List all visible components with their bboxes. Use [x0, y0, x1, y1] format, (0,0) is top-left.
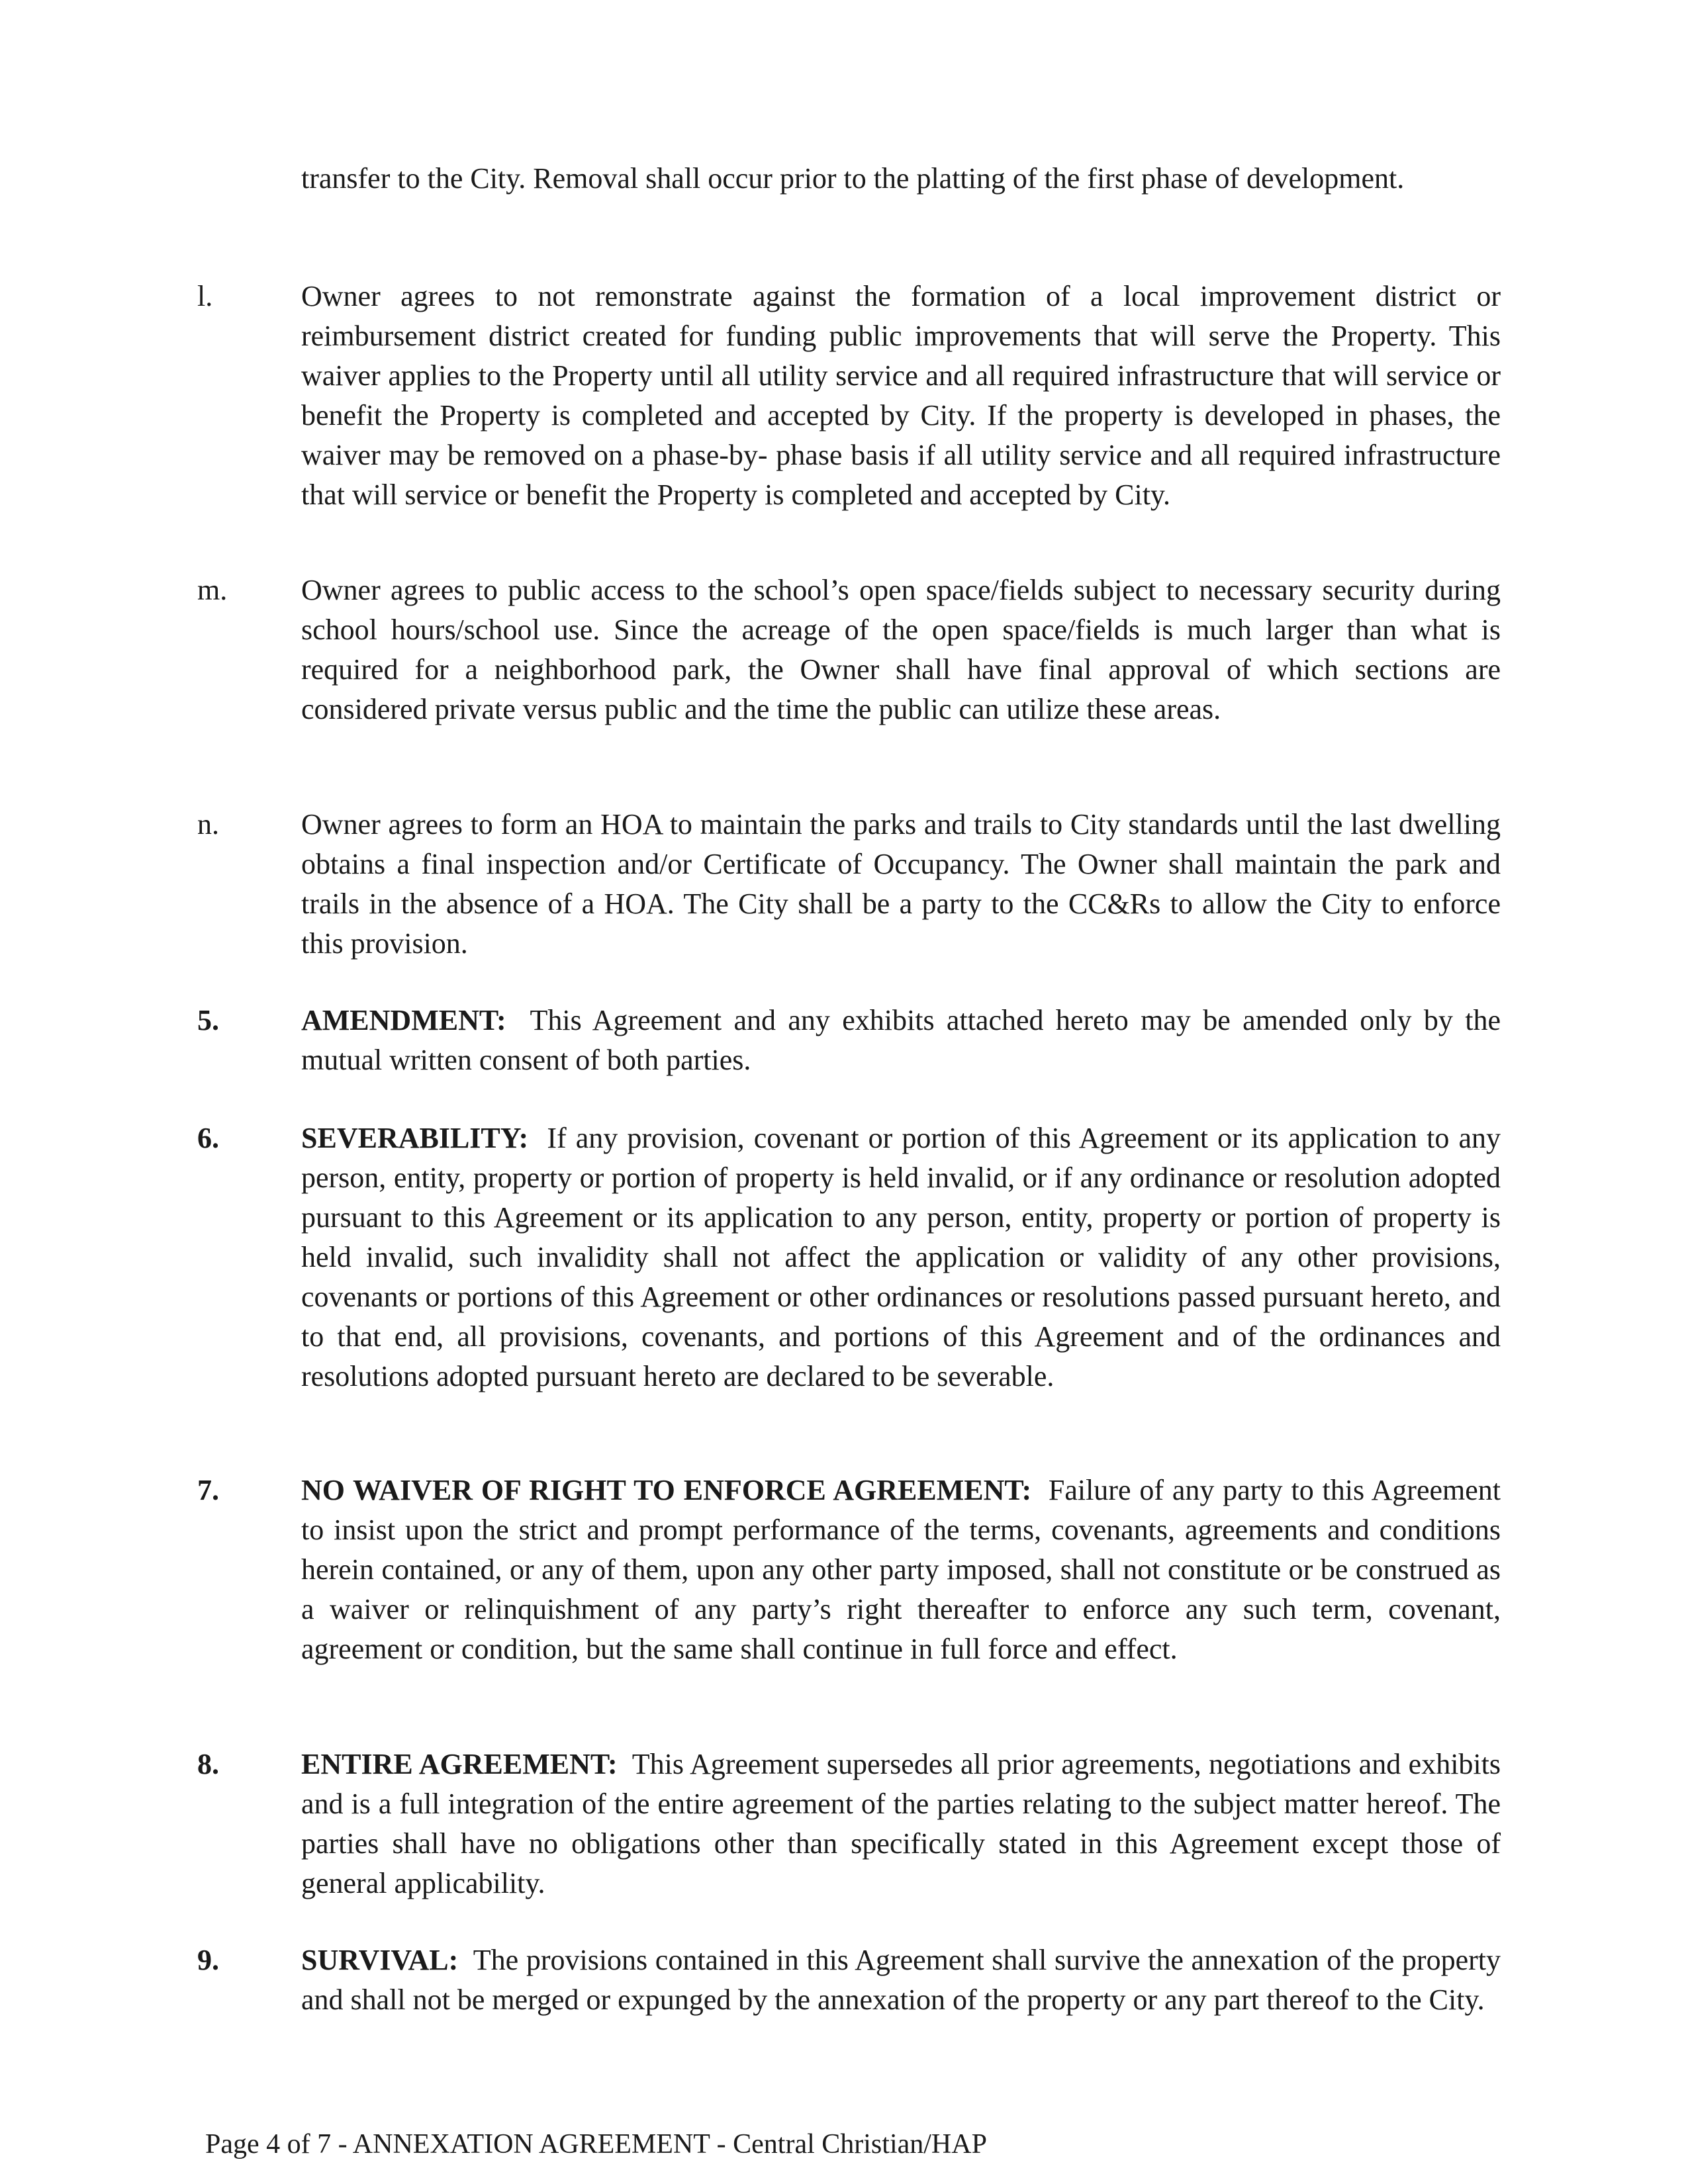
paragraph-text: Owner agrees to not remonstrate against the formation of a local improvement district or reimbursement district created for funding public improvements that will serve the Property. This waiver applies to the Property until all utility service and all required infrastructure that will service or benefit the Property is completed and accepted by City. If the property is developed in phases, the waiver may be removed on a phase-by- phase basis if all utility service and all required infrastructure that will service or benefit the Property is completed and accepted by City.: [301, 280, 1501, 511]
section-text: This Agreement and any exhibits attached hereto may be amended only by the mutual written consent of both parties.: [301, 1004, 1501, 1076]
paragraph-marker: m.: [197, 574, 228, 606]
section-body: [301, 1745, 1501, 1903]
section-body: [301, 1001, 1501, 1080]
page-footer: Page 4 of 7 - ANNEXATION AGREEMENT - Central Christian/HAP: [205, 2129, 987, 2160]
section-text: This Agreement supersedes all prior agreements, negotiations and exhibits and is a full integration of the entire agreement of the parties relating to the subject matter hereof. The parties shall have no obligations other than specifically stated in this Agreement except those of general applicability.: [301, 1748, 1501, 1899]
section-heading: SEVERABILITY:: [301, 1122, 529, 1154]
section-number: 7.: [197, 1474, 219, 1506]
section-number: 6.: [197, 1122, 219, 1154]
section-body: [301, 1471, 1501, 1669]
section-text: Failure of any party to this Agreement to insist upon the strict and prompt performance of the terms, covenants, agreements and conditions herein contained, or any of them, upon any other party imposed, shall not constitute or be construed as a waiver or relinquishment of any party’s right thereafter to enforce any such term, covenant, agreement or condition, but the same shall continue in full force and effect.: [301, 1474, 1501, 1665]
section-text: The provisions contained in this Agreement shall survive the annexation of the property and shall not be merged or expunged by the annexation of the property or any part thereof to the City.: [301, 1944, 1501, 2016]
section-body: [301, 1118, 1501, 1396]
section-heading: ENTIRE AGREEMENT:: [301, 1748, 618, 1780]
section-heading: NO WAIVER OF RIGHT TO ENFORCE AGREEMENT:: [301, 1474, 1032, 1506]
section-number: 9.: [197, 1944, 219, 1976]
paragraph-text: transfer to the City. Removal shall occur prior to the platting of the first phase of development.: [301, 162, 1405, 195]
section-number: 8.: [197, 1748, 219, 1780]
section-heading: AMENDMENT:: [301, 1004, 506, 1036]
section-number: 5.: [197, 1004, 219, 1036]
section-body: [301, 1940, 1501, 2020]
section-text: If any provision, covenant or portion of this Agreement or its application to any person, entity, property or portion of property is held invalid, or if any ordinance or resolution adopted pursuant to this Agreement or its application to any person, entity, property or portion of property is held invalid, such invalidity shall not affect the application or validity of any other provisions, covenants or portions of this Agreement or other ordinances or resolutions passed pursuant hereto, and to that end, all provisions, covenants, and portions of this Agreement and of the ordinances and resolutions adopted pursuant hereto are declared to be severable.: [301, 1122, 1501, 1392]
section-heading: SURVIVAL:: [301, 1944, 459, 1976]
paragraph-text: Owner agrees to public access to the school’s open space/fields subject to necessary security during school hours/school use. Since the acreage of the open space/fields is much larger than what is required for a neighborhood park, the Owner shall have final approval of which sections are considered private versus public and the time the public can utilize these areas.: [301, 574, 1501, 725]
paragraph-marker: n.: [197, 808, 219, 841]
paragraph-marker: l.: [197, 280, 213, 312]
paragraph-text: Owner agrees to form an HOA to maintain the parks and trails to City standards until the last dwelling obtains a final inspection and/or Certificate of Occupancy. The Owner shall maintain the park and trails in the absence of a HOA. The City shall be a party to the CC&Rs to allow the City to enforce this provision.: [301, 808, 1501, 960]
